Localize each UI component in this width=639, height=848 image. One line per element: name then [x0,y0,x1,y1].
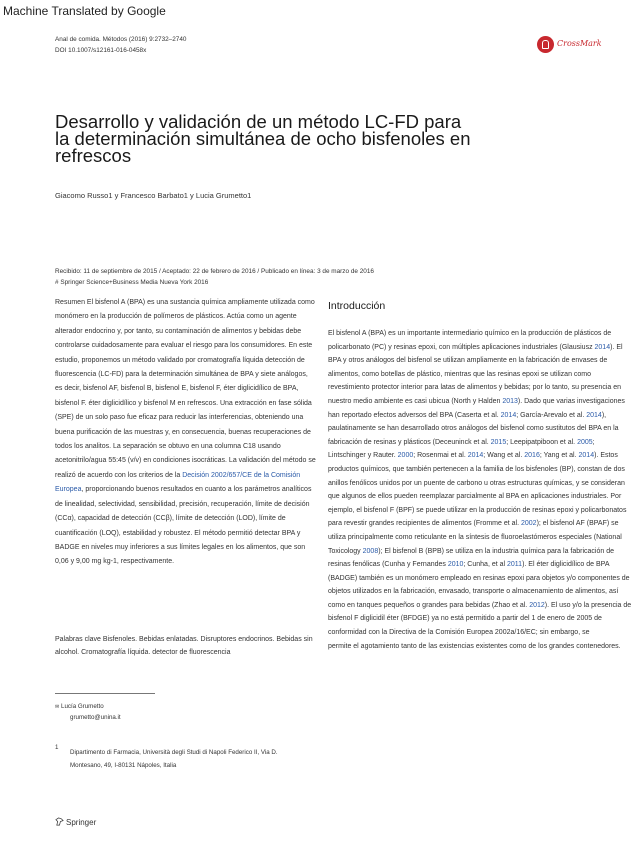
article-dates: Recibido: 11 de septiembre de 2015 / Aceptado: 22 de febrero de 2016 / Publicado en línea: 3 de marzo de 2016 [55,268,374,275]
citation-link[interactable]: 2014 [594,343,611,351]
springer-logo [55,817,96,827]
introduction-text-segment: ). El BPA y otros análogos del bisfenol se utilizan ampliamente en la fabricación de envases de alimentos, como botellas de plástico, mientras que las resinas epoxi se utilizan como revestimiento protector interior para latas de alimentos y bebidas; por lo tanto, su presencia en nuestro medio ambiente es casi ubicua (North y Halden [328,343,623,405]
introduction-text-segment: ; Rosenmai et al. [413,452,468,460]
asterisk-icon: ✉ [55,704,60,710]
introduction-text-segment: ); El bisfenol B (BPB) se utiliza en la industria química para la fabricación de resinas fenólicas (Cunha y Fernandes [328,547,615,569]
citation-link[interactable]: 2008 [362,547,379,555]
citation-link[interactable]: 2011 [507,561,523,569]
citation-link[interactable]: 2013 [502,397,518,405]
citation-link[interactable]: 2002 [520,520,537,528]
authors: Giacomo Russo1 y Francesco Barbato1 y Lucia Grumetto1 [55,191,252,200]
footnote-divider [55,693,155,694]
introduction-text-segment: ). Estos productos químicos, que también pertenecen a la familia de los bisfenoles (BP), constan de dos anillos fenólicos unidos por un puente de carbono u otras estructuras químicas, y se consideran que algunos de ellos pueden reemplazar parcialmente al BPA en aplicaciones industriales. Por ejemplo, el bisfenol F (BPF) se puede utilizar en la producción de resinas epoxi y policarbonatos para revestir grandes recipientes de alimentos (Fromme et al. [328,452,627,528]
citation-link[interactable]: 2014 [500,411,517,419]
abstract-link[interactable]: Decisión 2002/657/CE de la Comisión Europea [55,471,301,494]
citation-link[interactable]: 2010 [447,561,464,569]
abstract-text-1: Resumen El bisfenol A (BPA) es una sustancia química ampliamente utilizada como monómero en la producción de polímeros de plásticos. Actúa como un agente alterador endocrino y, por tanto, su contaminación de alimentos y bebidas debe controlarse cuidadosamente para evaluar el riesgo para los consumidores. En este estudio, proponemos un método validado por cromatografía líquida detección de fluorescencia (LC-FD) para la determinación simultánea de BPA y siete análogos, es decir, bisfenol AF, bisfenol B, bisfenol E, bisfenol F, éter diglicidílico de BPA, bisfenol F. éter diglicidílico y bisfenol M en refrescos. Una extracción en fase sólida (SPE) de un solo paso fue eficaz para reducir las interferencias, obteniendo una buena purificación de las muestras y, en consecuencia, buenas recuperaciones de todos los analitos. La separación se obtuvo en una columna C18 usando acetonitrilo/agua 55:45 (v/v) en condiciones isocráticas. La validación del método se realizó de acuerdo con los criterios de la [55,299,316,479]
footnote-email[interactable]: grumetto@unina.it [70,714,121,721]
citation-link[interactable]: 2014 [586,411,602,419]
citation-link[interactable]: 2012 [529,601,545,609]
introduction-text-segment: ), paulatinamente se han desarrollado otros análogos del bisfenol como sustitutos del BPA en la fabricación de resinas y plásticos (Deceuninck et al. [328,411,619,446]
citation-link[interactable]: 2014 [578,452,595,460]
crossmark-icon [537,36,554,53]
introduction-text-segment: ; Cunha, et al [463,561,508,569]
machine-translation-banner: Machine Translated by Google [3,4,166,18]
introduction-text-segment: ; Lintschinger y Rauter. [328,438,595,460]
citation-link[interactable]: 2005 [577,438,593,446]
citation-link[interactable]: 2016 [524,452,540,460]
citation-link[interactable]: 2014 [467,452,484,460]
introduction-body [328,327,634,653]
journal-citation: Anal de comida. Métodos (2016) 9:2732–2740 [55,36,187,43]
footnote-corresponding-author: Lucía Grumetto [61,703,104,710]
article-title: Desarrollo y validación de un método LC-FD para la determinación simultánea de ocho bisfenoles en refrescos [55,111,471,166]
introduction-text-segment: ; García-Arevalo et al. [516,411,587,419]
crossmark-logo[interactable] [537,36,607,56]
introduction-text-segment: ). Dado que varias investigaciones han reportado efectos adversos del BPA (Caserta et al. [328,397,625,419]
introduction-paragraph [328,330,631,636]
springer-label: Springer [66,818,97,827]
abstract-text-2: , proporcionando buenos resultados en cuanto a los parámetros analíticos de linealidad, selectividad, sensibilidad, precisión, recuperación, límite de decisión (CCα), capacidad de detección (CCβ), límite de detección (LOD), límite de cuantificación (LOQ), estabilidad y robustez. El método permitió detectar BPA y BADGE en niveles muy inferiores a sus límites legales en los alimentos, que son 0,06 y 9,00 mg kg-1, respectivamente. [55,486,312,566]
introduction-text-segment: ). El uso y/o la presencia de bisfenol F diglicidil éter (BFDGE) ya no está permitido a partir del 1 de enero de 2005 de conformidad con la Directiva de la Comisión Europea 2002a/16/EC; sin embargo, se [328,601,632,637]
introduction-text-segment: El bisfenol A (BPA) es un importante intermediario químico en la producción de plásticos de policarbonato (PC) y resinas epoxi, con múltiples aplicaciones industriales (Glausiusz [328,330,612,351]
citation-link[interactable]: 2000 [397,452,414,460]
introduction-text-segment: ; Leepipatpiboon et al. [506,438,578,446]
springer-horse-icon [55,817,64,826]
footnote-corresponding-marker [55,703,59,710]
abstract [55,296,317,570]
section-heading-introduction: Introducción [328,300,386,312]
copyright: # Springer Science+Business Media Nueva York 2016 [55,279,209,286]
footnote-affiliation-number: 1 [55,744,59,751]
introduction-text-segment: ; Wang et al. [483,452,525,460]
introduction-last-line: permite el agotamiento tanto de las existencias existentes como de los grandes contenedores. [328,642,621,650]
footnote-affiliation: Dipartimento di Farmacia, Università degli Studi di Napoli Federico II, Via D. Montesano, 49, I-80131 Nápoles, Italia [70,749,278,769]
introduction-text-segment: ; Yang et al. [539,452,579,460]
keywords: Palabras clave Bisfenoles. Bebidas enlatadas. Disruptores endocrinos. Bebidas sin alcohol. Cromatografía líquida. detector de fluorescencia [55,636,313,656]
citation-link[interactable]: 2015 [490,438,507,446]
introduction-text-segment: ). El éter diglicidílico de BPA (BADGE) también es un monómero empleado en resinas epoxi para objetos y/o componentes de objetos utilizados en la fabricación, envasado, transporte o almacenamiento de alimentos, así como en tanques pequeños o grandes para bebidas (Zhao et al. [328,561,630,609]
crossmark-label: CrossMark [557,39,602,48]
introduction-text-segment: ); el bisfenol AF (BPAF) se utiliza principalmente como reticulante en la síntesis de fluoroelastómeros especiales (National Toxicology [328,520,622,555]
doi[interactable]: DOI 10.1007/s12161-016-0458x [55,47,147,54]
